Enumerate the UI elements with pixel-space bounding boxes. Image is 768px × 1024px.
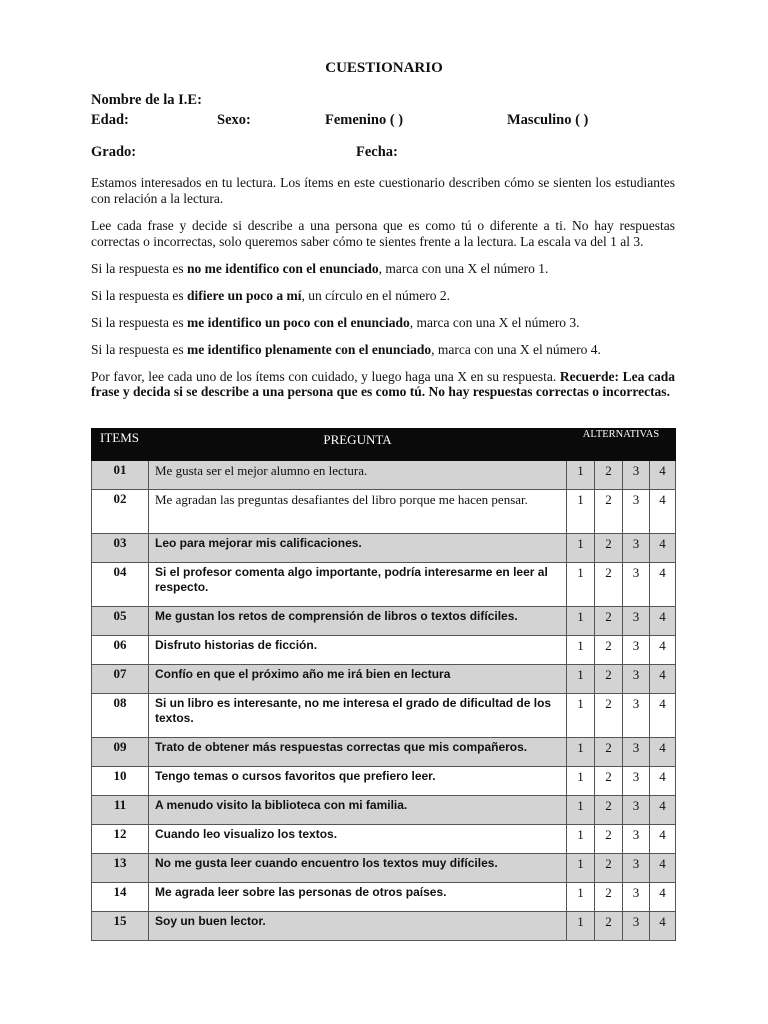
item-question: Confío en que el próximo año me irá bien en lectura (149, 665, 567, 694)
item-question: Si un libro es interesante, no me interesa el grado de dificultad de los textos. (149, 694, 567, 738)
item-question: No me gusta leer cuando encuentro los textos muy difíciles. (149, 854, 567, 883)
answer-option-2[interactable]: 2 (595, 854, 623, 883)
date-label: Fecha: (356, 144, 398, 160)
table-row (92, 607, 676, 636)
item-number: 14 (92, 883, 149, 912)
table-row (92, 563, 676, 607)
answer-option-2[interactable]: 2 (595, 636, 623, 665)
answer-option-3[interactable]: 3 (623, 534, 650, 563)
answer-option-1[interactable]: 1 (567, 796, 595, 825)
answer-option-3[interactable]: 3 (623, 563, 650, 607)
table-row (92, 738, 676, 767)
item-number: 04 (92, 563, 149, 607)
page-title: CUESTIONARIO (325, 60, 443, 76)
answer-option-1[interactable]: 1 (567, 738, 595, 767)
item-number: 06 (92, 636, 149, 665)
answer-option-1[interactable]: 1 (567, 912, 595, 941)
scale-instruction-4: Si la respuesta es me identifico plenamente con el enunciado, marca con una X el número 4. (91, 342, 601, 357)
answer-option-2[interactable]: 2 (595, 563, 623, 607)
item-number: 09 (92, 738, 149, 767)
items-column-header: ITEMS (92, 429, 149, 461)
table-row (92, 854, 676, 883)
answer-option-1[interactable]: 1 (567, 636, 595, 665)
answer-option-4[interactable]: 4 (650, 607, 676, 636)
table-row (92, 694, 676, 738)
item-number: 08 (92, 694, 149, 738)
male-option: Masculino ( ) (507, 112, 589, 128)
answer-option-3[interactable]: 3 (623, 490, 650, 534)
item-number: 13 (92, 854, 149, 883)
answer-option-1[interactable]: 1 (567, 767, 595, 796)
answer-option-3[interactable]: 3 (623, 738, 650, 767)
question-column-header: PREGUNTA (149, 429, 567, 461)
answer-option-2[interactable]: 2 (595, 461, 623, 490)
item-question: Me gustan los retos de comprensión de libros o textos difíciles. (149, 607, 567, 636)
item-number: 02 (92, 490, 149, 534)
scale-instruction-2: Si la respuesta es difiere un poco a mí, un círculo en el número 2. (91, 288, 450, 303)
answer-option-2[interactable]: 2 (595, 694, 623, 738)
answer-option-4[interactable]: 4 (650, 694, 676, 738)
item-question: Soy un buen lector. (149, 912, 567, 941)
item-number: 10 (92, 767, 149, 796)
item-number: 11 (92, 796, 149, 825)
answer-option-4[interactable]: 4 (650, 490, 676, 534)
intro-paragraph-1: Estamos interesados en tu lectura. Los ítems en este cuestionario describen cómo se sienten los estudiantes con relación a la lectura. (91, 175, 675, 206)
table-row (92, 912, 676, 941)
answer-option-3[interactable]: 3 (623, 694, 650, 738)
answer-option-2[interactable]: 2 (595, 825, 623, 854)
answer-option-3[interactable]: 3 (623, 825, 650, 854)
answer-option-1[interactable]: 1 (567, 563, 595, 607)
table-row (92, 825, 676, 854)
answer-option-1[interactable]: 1 (567, 607, 595, 636)
answer-option-4[interactable]: 4 (650, 854, 676, 883)
answer-option-3[interactable]: 3 (623, 767, 650, 796)
answer-option-1[interactable]: 1 (567, 665, 595, 694)
answer-option-4[interactable]: 4 (650, 461, 676, 490)
table-row (92, 461, 676, 490)
table-header-row (92, 429, 676, 461)
age-label: Edad: (91, 112, 129, 128)
answer-option-2[interactable]: 2 (595, 883, 623, 912)
table-row (92, 883, 676, 912)
answer-option-4[interactable]: 4 (650, 883, 676, 912)
female-option: Femenino ( ) (325, 112, 404, 128)
sex-label: Sexo: (217, 112, 251, 128)
answer-option-3[interactable]: 3 (623, 883, 650, 912)
table-row (92, 665, 676, 694)
table-row (92, 490, 676, 534)
item-question: Cuando leo visualizo los textos. (149, 825, 567, 854)
answer-option-2[interactable]: 2 (595, 534, 623, 563)
answer-option-1[interactable]: 1 (567, 854, 595, 883)
answer-option-1[interactable]: 1 (567, 534, 595, 563)
item-number: 07 (92, 665, 149, 694)
item-question: Me gusta ser el mejor alumno en lectura. (149, 461, 567, 490)
answer-option-3[interactable]: 3 (623, 607, 650, 636)
item-question: Leo para mejorar mis calificaciones. (149, 534, 567, 563)
item-question: A menudo visito la biblioteca con mi familia. (149, 796, 567, 825)
item-number: 01 (92, 461, 149, 490)
answer-option-4[interactable]: 4 (650, 767, 676, 796)
questionnaire-table (91, 428, 676, 941)
item-question: Trato de obtener más respuestas correctas que mis compañeros. (149, 738, 567, 767)
table-row (92, 534, 676, 563)
school-name-label: Nombre de la I.E: (91, 92, 202, 108)
item-number: 15 (92, 912, 149, 941)
answer-option-4[interactable]: 4 (650, 563, 676, 607)
answer-option-1[interactable]: 1 (567, 490, 595, 534)
answer-option-2[interactable]: 2 (595, 912, 623, 941)
table-row (92, 796, 676, 825)
item-question: Disfruto historias de ficción. (149, 636, 567, 665)
answer-option-3[interactable]: 3 (623, 665, 650, 694)
answer-option-1[interactable]: 1 (567, 694, 595, 738)
answer-option-1[interactable]: 1 (567, 883, 595, 912)
table-row (92, 767, 676, 796)
grade-label: Grado: (91, 144, 137, 160)
answer-option-3[interactable]: 3 (623, 461, 650, 490)
answer-option-2[interactable]: 2 (595, 796, 623, 825)
answer-option-4[interactable]: 4 (650, 665, 676, 694)
item-number: 03 (92, 534, 149, 563)
answer-option-4[interactable]: 4 (650, 912, 676, 941)
answer-option-4[interactable]: 4 (650, 796, 676, 825)
answer-option-1[interactable]: 1 (567, 825, 595, 854)
item-number: 12 (92, 825, 149, 854)
answer-option-3[interactable]: 3 (623, 854, 650, 883)
item-question: Me agradan las preguntas desafiantes del libro porque me hacen pensar. (149, 490, 567, 534)
answer-option-4[interactable]: 4 (650, 534, 676, 563)
answer-option-4[interactable]: 4 (650, 738, 676, 767)
scale-instruction-3: Si la respuesta es me identifico un poco con el enunciado, marca con una X el número 3. (91, 315, 580, 330)
alternatives-column-header: ALTERNATIVAS (567, 429, 676, 461)
item-number: 05 (92, 607, 149, 636)
answer-option-2[interactable]: 2 (595, 607, 623, 636)
answer-option-2[interactable]: 2 (595, 490, 623, 534)
answer-option-3[interactable]: 3 (623, 636, 650, 665)
item-question: Tengo temas o cursos favoritos que prefiero leer. (149, 767, 567, 796)
table-row (92, 636, 676, 665)
item-question: Si el profesor comenta algo importante, podría interesarme en leer al respecto. (149, 563, 567, 607)
answer-option-1[interactable]: 1 (567, 461, 595, 490)
scale-instruction-1: Si la respuesta es no me identifico con el enunciado, marca con una X el número 1. (91, 261, 549, 276)
answer-option-3[interactable]: 3 (623, 912, 650, 941)
intro-paragraph-2: Lee cada frase y decide si describe a una persona que es como tú o diferente a ti. No hay respuestas correctas o incorrectas, solo queremos saber cómo te sientes frente a la lectura. La escala va del 1 al 3. (91, 218, 675, 249)
answer-option-2[interactable]: 2 (595, 738, 623, 767)
answer-option-2[interactable]: 2 (595, 767, 623, 796)
answer-option-4[interactable]: 4 (650, 636, 676, 665)
answer-option-4[interactable]: 4 (650, 825, 676, 854)
answer-option-3[interactable]: 3 (623, 796, 650, 825)
answer-option-2[interactable]: 2 (595, 665, 623, 694)
item-question: Me agrada leer sobre las personas de otros países. (149, 883, 567, 912)
final-instruction: Por favor, lee cada uno de los ítems con cuidado, y luego haga una X en su respuesta. Recuerde: Lea cada frase y decida si se describe a una persona que es como tú. No hay respuestas correctas o incorrectas. (91, 369, 676, 399)
